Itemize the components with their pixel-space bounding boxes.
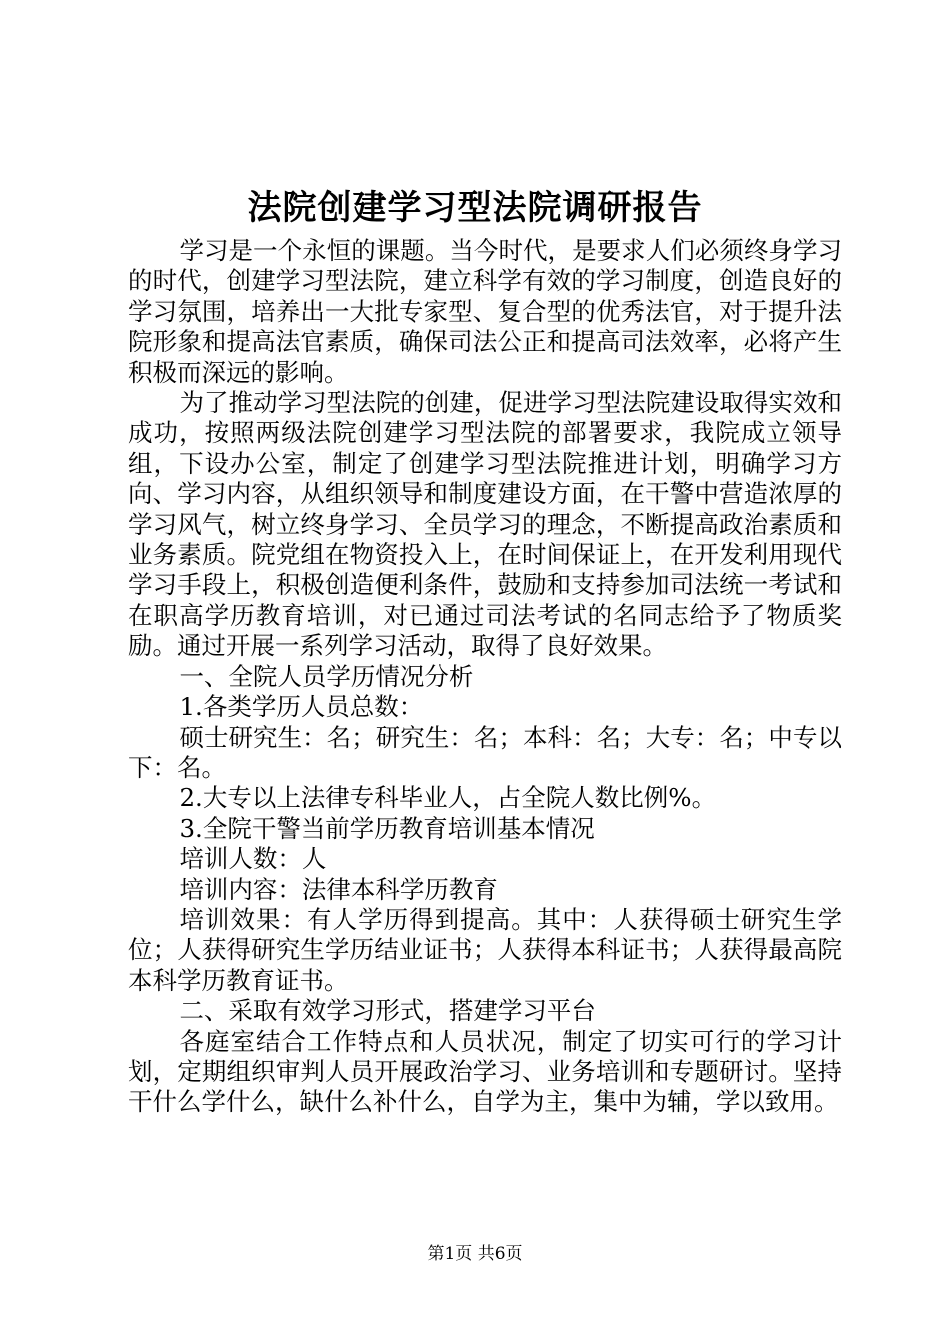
paragraph-intro: 学习是一个永恒的课题。当今时代，是要求人们必须终身学习的时代，创建学习型法院，建立科学有效的学习制度，创造良好的学习氛围，培养出一大批专家型、复合型的优秀法官，对于提升法院形象和提高法官素质，确保司法公正和提高司法效率，必将产生积极而深远的影响。 (128, 236, 842, 387)
section-heading-2: 二、采取有效学习形式，搭建学习平台 (179, 996, 596, 1026)
paragraph-training-content: 培训内容：法律本科学历教育 (179, 874, 498, 904)
list-item-1: 1.各类学历人员总数： (179, 692, 424, 722)
list-item-3: 3.全院干警当前学历教育培训基本情况 (179, 813, 595, 843)
document-title: 法院创建学习型法院调研报告 (247, 188, 703, 228)
section-heading-1: 一、全院人员学历情况分析 (179, 661, 474, 691)
paragraph-study-plan: 各庭室结合工作特点和人员状况，制定了切实可行的学习计划，定期组织审判人员开展政治学习、业务培训和专题研讨。坚持干什么学什么，缺什么补什么，自学为主，集中为辅，学以致用。 (128, 1026, 842, 1117)
paragraph-training-count: 培训人数：人 (179, 844, 327, 874)
paragraph-training-effect: 培训效果：有人学历得到提高。其中：人获得硕士研究生学位；人获得研究生学历结业证书；人获得本科证书；人获得最高院本科学历教育证书。 (128, 904, 842, 995)
page-number-footer: 第1页 共6页 (427, 1244, 523, 1264)
list-item-2: 2.大专以上法律专科毕业人，占全院人数比例%。 (179, 783, 717, 813)
paragraph-measures: 为了推动学习型法院的创建，促进学习型法院建设取得实效和成功，按照两级法院创建学习型法院的部署要求，我院成立领导组，下设办公室，制定了创建学习型法院推进计划，明确学习方向、学习内容，从组织领导和制度建设方面，在干警中营造浓厚的学习风气，树立终身学习、全员学习的理念，不断提高政治素质和业务素质。院党组在物资投入上，在时间保证上，在开发利用现代学习手段上，积极创造便利条件，鼓励和支持参加司法统一考试和在职高学历教育培训，对已通过司法考试的名同志给予了物质奖励。通过开展一系列学习活动，取得了良好效果。 (128, 388, 842, 661)
paragraph-degree-counts: 硕士研究生：名；研究生：名；本科：名；大专：名；中专以下：名。 (128, 722, 842, 782)
document-body (128, 236, 842, 1118)
